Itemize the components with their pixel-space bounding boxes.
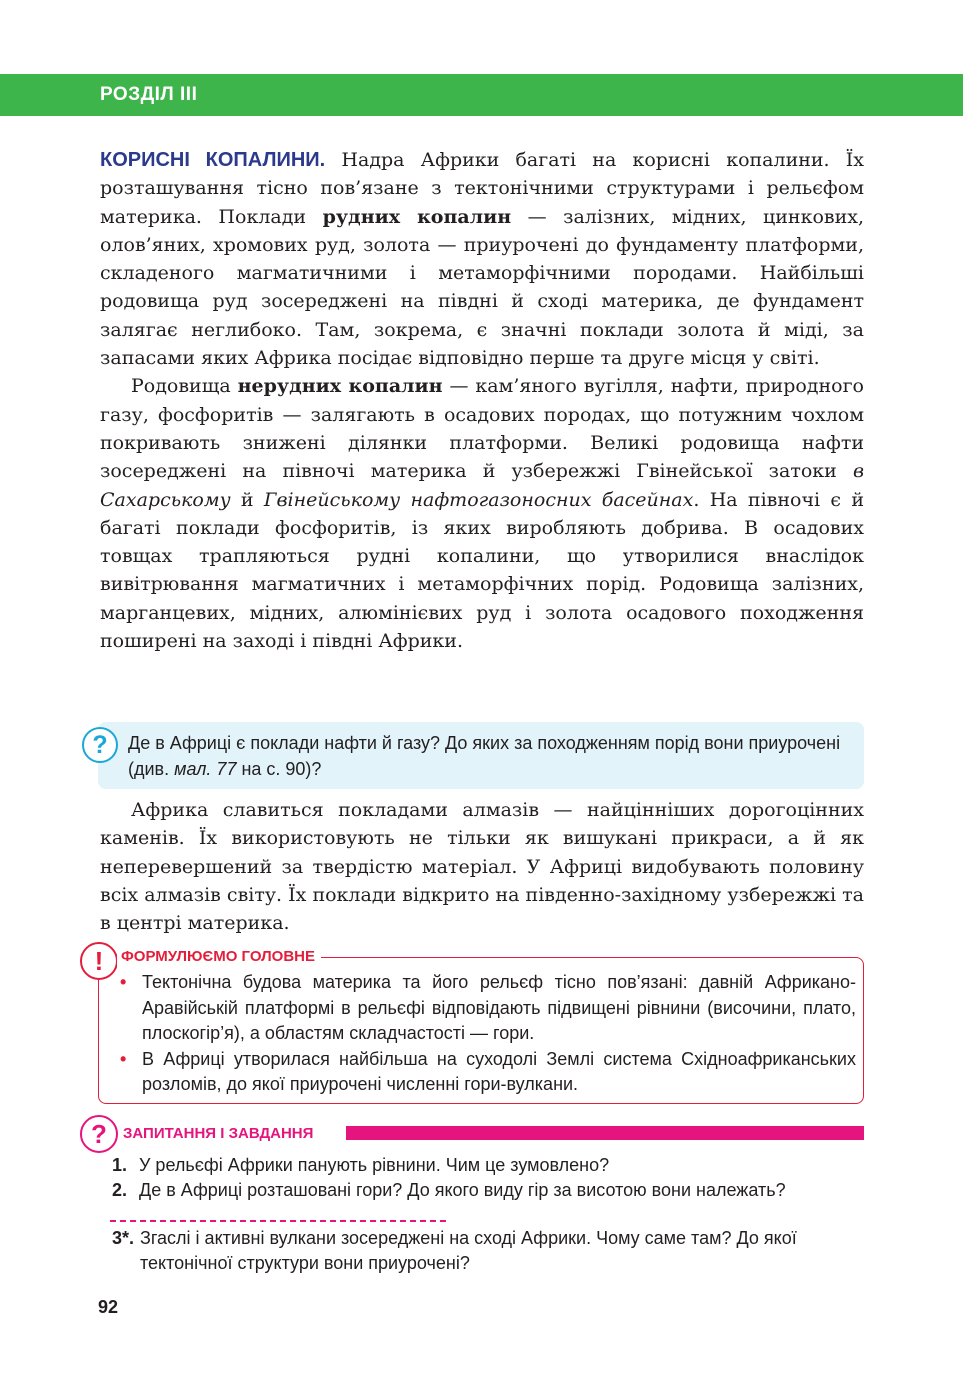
text-run: й: [230, 488, 264, 511]
task-number: 3*.: [112, 1228, 135, 1248]
text-run: Де в Африці є поклади нафти й газу? До яких за походженням порід вони приурочені (див.: [128, 733, 841, 779]
text-run: Надра Африки багаті на корисні копалини. Їх розташування тісно пов’язане з тектонічними структурами і рельєфом материка. Поклади: [100, 149, 864, 228]
text-run: Африка славиться покладами алмазів — найцінніших дорогоцінних каменів. Їх використовують не тільки як вишукані прикраси, а й як неперевершений за твердістю матеріал. У Африці видобувають половину всіх алмазів світу. Їх поклади відкрито на південно-західному узбережжі та в центрі материка.: [100, 799, 864, 935]
task-text: Де в Африці розташовані гори? До якого виду гір за висотою вони належать?: [139, 1180, 786, 1200]
task-number: 2.: [112, 1180, 128, 1200]
task-text: У рельєфі Африки панують рівнини. Чим це зумовлено?: [139, 1155, 610, 1175]
italic-term-sahara-basin: в Сахарському: [100, 460, 864, 511]
question-mark-icon: ?: [82, 727, 118, 763]
text-run: — кам’яного вугілля, нафти, природного газу, фосфоритів — залягають в осадових породах, що потужним чохлом покривають знижені ділянки платформи. Великі родовища нафти зосереджені на півночі материка й узбережжі Гвінейської затоки: [100, 375, 864, 483]
task-text: Згаслі і активні вулкани зосереджені на сході Африки. Чому саме там? До якої тектонічної структури вони приурочені?: [140, 1228, 797, 1273]
advanced-tasks-divider: [110, 1220, 446, 1222]
tasks-title: ЗАПИТАННЯ І ЗАВДАННЯ: [123, 1125, 314, 1142]
task-item-advanced: [112, 1226, 866, 1276]
summary-list: [120, 970, 856, 1098]
paragraph-mineral-resources: [100, 146, 864, 655]
text-run: Родовища: [131, 375, 238, 398]
summary-item: • В Африці утворилася найбільша на суходолі Землі система Східноафриканських розломів, до якої приурочені численні гори-вулкани.: [120, 1047, 856, 1098]
question-mark-icon: ?: [80, 1115, 118, 1153]
bold-term-nonmetallic: нерудних копалин: [237, 375, 443, 398]
tasks-title-bar: [346, 1126, 864, 1140]
task-number: 1.: [112, 1155, 128, 1175]
paragraph-diamonds: [100, 796, 864, 937]
text-run: . На півночі є й багаті поклади фосфоритів, із яких виробляють добрива. В осадових товщах трапляються рудні копалини, що утворилися внаслідок вивітрювання магматичних і метаморфічних порід. Родовища залізних, марганцевих, мідних, алюмінієвих руд і золота осадового походження поширені на заході і півдні Африки.: [100, 488, 865, 653]
paragraph-heading: КОРИСНІ КОПАЛИНИ.: [100, 149, 326, 171]
task-item: [112, 1153, 866, 1178]
bold-term-ore-minerals: рудних копалин: [322, 205, 512, 228]
summary-item: • Тектонічна будова материка та його рельєф тісно пов’язані: давній Африкано-Аравійській платформі в рельєфі відповідають підвищені рівнини (височини, плато, плоскогір’я), а областям складчастості — гори.: [120, 970, 856, 1047]
summary-title: ФОРМУЛЮЄМО ГОЛОВНЕ: [117, 947, 321, 967]
question-text: [128, 730, 858, 782]
section-header-band: [0, 74, 963, 116]
italic-term-guinea-basin: Гвінейському нафтогазоносних басейнах: [263, 488, 694, 511]
text-run: на с. 90)?: [236, 759, 322, 779]
paragraph-nonmetallic: [100, 372, 864, 655]
exclamation-icon: !: [80, 942, 118, 980]
section-label: РОЗДІЛ III: [100, 84, 198, 105]
figure-reference: мал. 77: [174, 759, 237, 779]
text-run: — залізних, мідних, цинкових, олов’яних, хромових руд, золота — приурочені до фундаменту платформи, складеного магматичними і метаморфічними породами. Найбільші родовища руд зосереджені на півдні й сході материка, де фундамент залягає неглибоко. Там, зокрема, є значні поклади золота й міді, за запасами яких Африка посідає відповідно перше та друге місця у світі.: [100, 205, 864, 370]
tasks-list: [112, 1153, 866, 1276]
task-item: [112, 1178, 866, 1203]
page-number: 92: [98, 1297, 119, 1317]
